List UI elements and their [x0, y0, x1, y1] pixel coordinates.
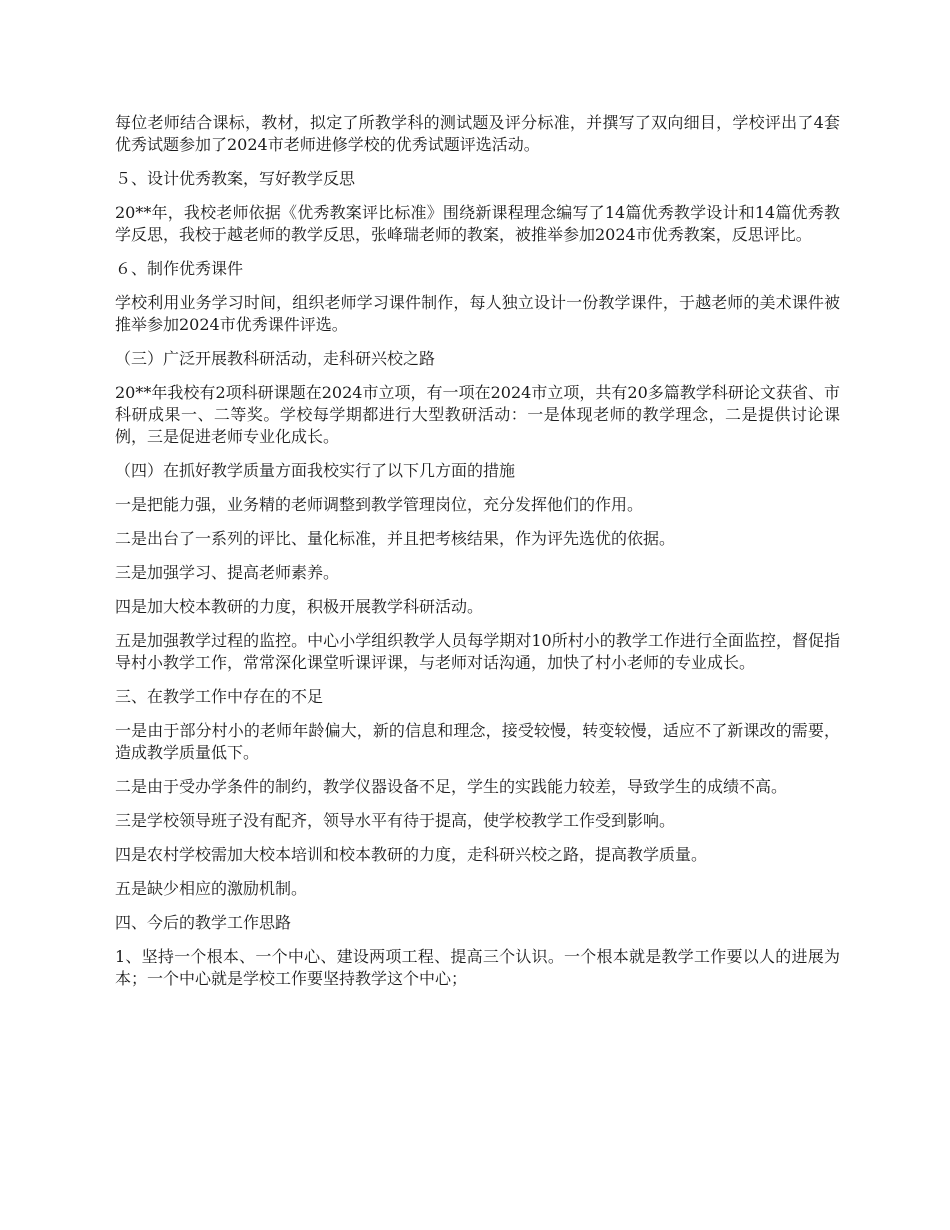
paragraph: 学校利用业务学习时间，组织老师学习课件制作，每人独立设计一份教学课件，于越老师的美术课件被推举参加2024市优秀课件评选。 [115, 293, 840, 334]
paragraph: 每位老师结合课标，教材，拟定了所教学科的测试题及评分标准，并撰写了双向细目，学校评出了4套优秀试题参加了2024市老师进修学校的优秀试题评选活动。 [115, 113, 840, 154]
paragraph: 20**年我校有2项科研课题在2024市立项，有一项在2024市立项，共有20多篇教学科研论文获省、市科研成果一、二等奖。学校每学期都进行大型教研活动：一是体现老师的教学理念，二是提供讨论课例，三是促进老师专业化成长。 [115, 383, 840, 446]
paragraph: 三是学校领导班子没有配齐，领导水平有待于提高，使学校教学工作受到影响。 [115, 811, 676, 830]
paragraph: 20**年，我校老师依据《优秀教案评比标准》围绕新课程理念编写了14篇优秀教学设计和14篇优秀教学反思，我校于越老师的教学反思，张峰瑞老师的教案，被推举参加2024市优秀教案，反思评比。 [115, 203, 840, 244]
section-heading: 四、今后的教学工作思路 [115, 913, 292, 932]
document-page [115, 112, 840, 1002]
paragraph: 五是加强教学过程的监控。中心小学组织教学人员每学期对10所村小的教学工作进行全面监控，督促指导村小教学工作，常常深化课堂听课评课，与老师对话沟通，加快了村小老师的专业成长。 [115, 631, 840, 672]
paragraph: 二是由于受办学条件的制约，教学仪器设备不足，学生的实践能力较差，导致学生的成绩不高。 [115, 777, 788, 796]
section-heading: 三、在教学工作中存在的不足 [115, 687, 324, 706]
paragraph: 四是农村学校需加大校本培训和校本教研的力度，走科研兴校之路，提高教学质量。 [115, 845, 708, 864]
section-heading: （三）广泛开展教科研活动，走科研兴校之路 [115, 349, 436, 368]
paragraph: 一是把能力强，业务精的老师调整到教学管理岗位，充分发挥他们的作用。 [115, 495, 644, 514]
paragraph: 一是由于部分村小的老师年龄偏大，新的信息和理念，接受较慢，转变较慢，适应不了新课改的需要，造成教学质量低下。 [115, 721, 840, 762]
paragraph: 二是出台了一系列的评比、量化标准，并且把考核结果，作为评先选优的依据。 [115, 529, 676, 548]
paragraph: 三是加强学习、提高老师素养。 [115, 563, 340, 582]
section-heading: （四）在抓好教学质量方面我校实行了以下几方面的措施 [115, 461, 516, 480]
paragraph: 五是缺少相应的激励机制。 [115, 879, 308, 898]
section-heading: ６、制作优秀课件 [115, 259, 244, 278]
paragraph: 1、坚持一个根本、一个中心、建设两项工程、提高三个认识。一个根本就是教学工作要以人的进展为本；一个中心就是学校工作要坚持教学这个中心； [115, 947, 840, 988]
paragraph: 四是加大校本教研的力度，积极开展教学科研活动。 [115, 597, 484, 616]
section-heading: ５、设计优秀教案，写好教学反思 [115, 169, 356, 188]
